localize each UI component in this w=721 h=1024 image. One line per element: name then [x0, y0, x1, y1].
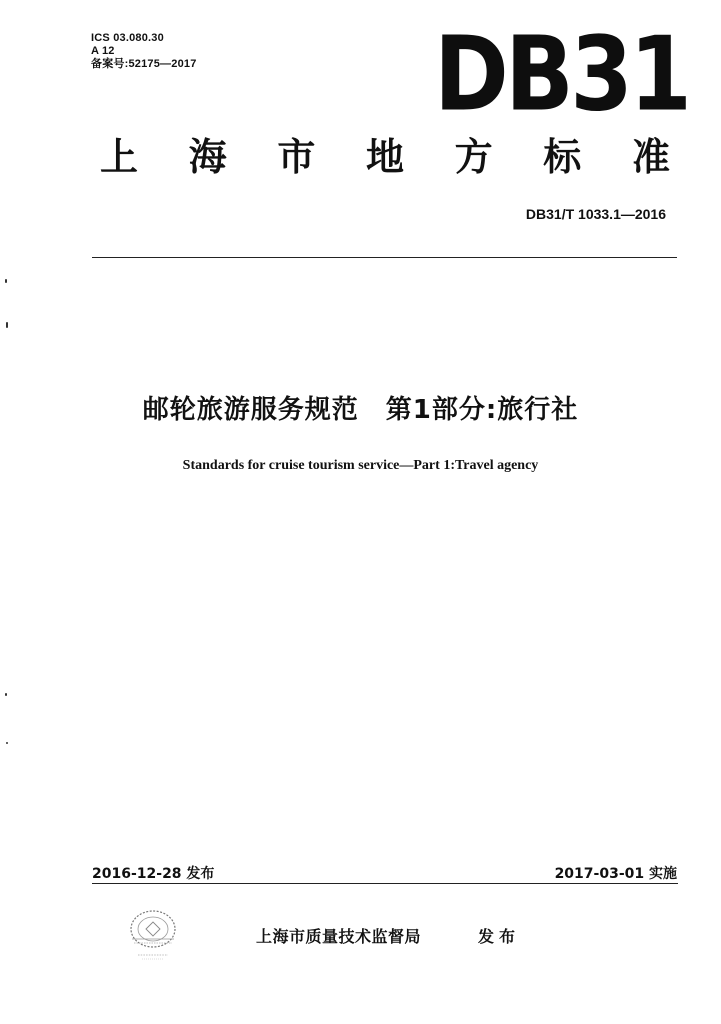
filing-number: 备案号:52175—2017: [91, 58, 197, 70]
standard-type-char: 标: [543, 135, 582, 179]
ics-code: ICS 03.080.30: [91, 32, 164, 44]
scan-mark: [5, 279, 7, 283]
standard-type-char: 市: [277, 135, 316, 179]
scan-mark: [6, 322, 8, 328]
standard-type-char: 准: [631, 135, 670, 179]
standard-type-heading: [100, 135, 670, 179]
standard-type-char: 上: [100, 135, 139, 179]
footer-divider: [92, 883, 678, 884]
implementation-date: 2017-03-01 实施: [554, 866, 677, 882]
db31-logo: DB31: [434, 15, 689, 135]
document-title-english: Standards for cruise tourism service—Part 1:Travel agency: [182, 458, 539, 473]
scan-mark: [6, 742, 8, 744]
standard-type-char: 海: [188, 135, 227, 179]
scan-mark: [5, 693, 7, 696]
standard-type-char: 地: [365, 135, 404, 179]
classification-code: A 12: [91, 45, 115, 57]
issuing-authority: 上海市质量技术监督局: [256, 927, 422, 946]
standard-type-char: 方: [454, 135, 493, 179]
official-seal-icon: [118, 903, 188, 967]
document-title-chinese: 邮轮旅游服务规范 第1部分:旅行社: [142, 395, 579, 425]
issued-label: 发布: [478, 927, 521, 946]
issue-date: 2016-12-28 发布: [92, 866, 215, 882]
standard-code: DB31/T 1033.1—2016: [525, 206, 666, 222]
header-divider: [92, 257, 677, 258]
